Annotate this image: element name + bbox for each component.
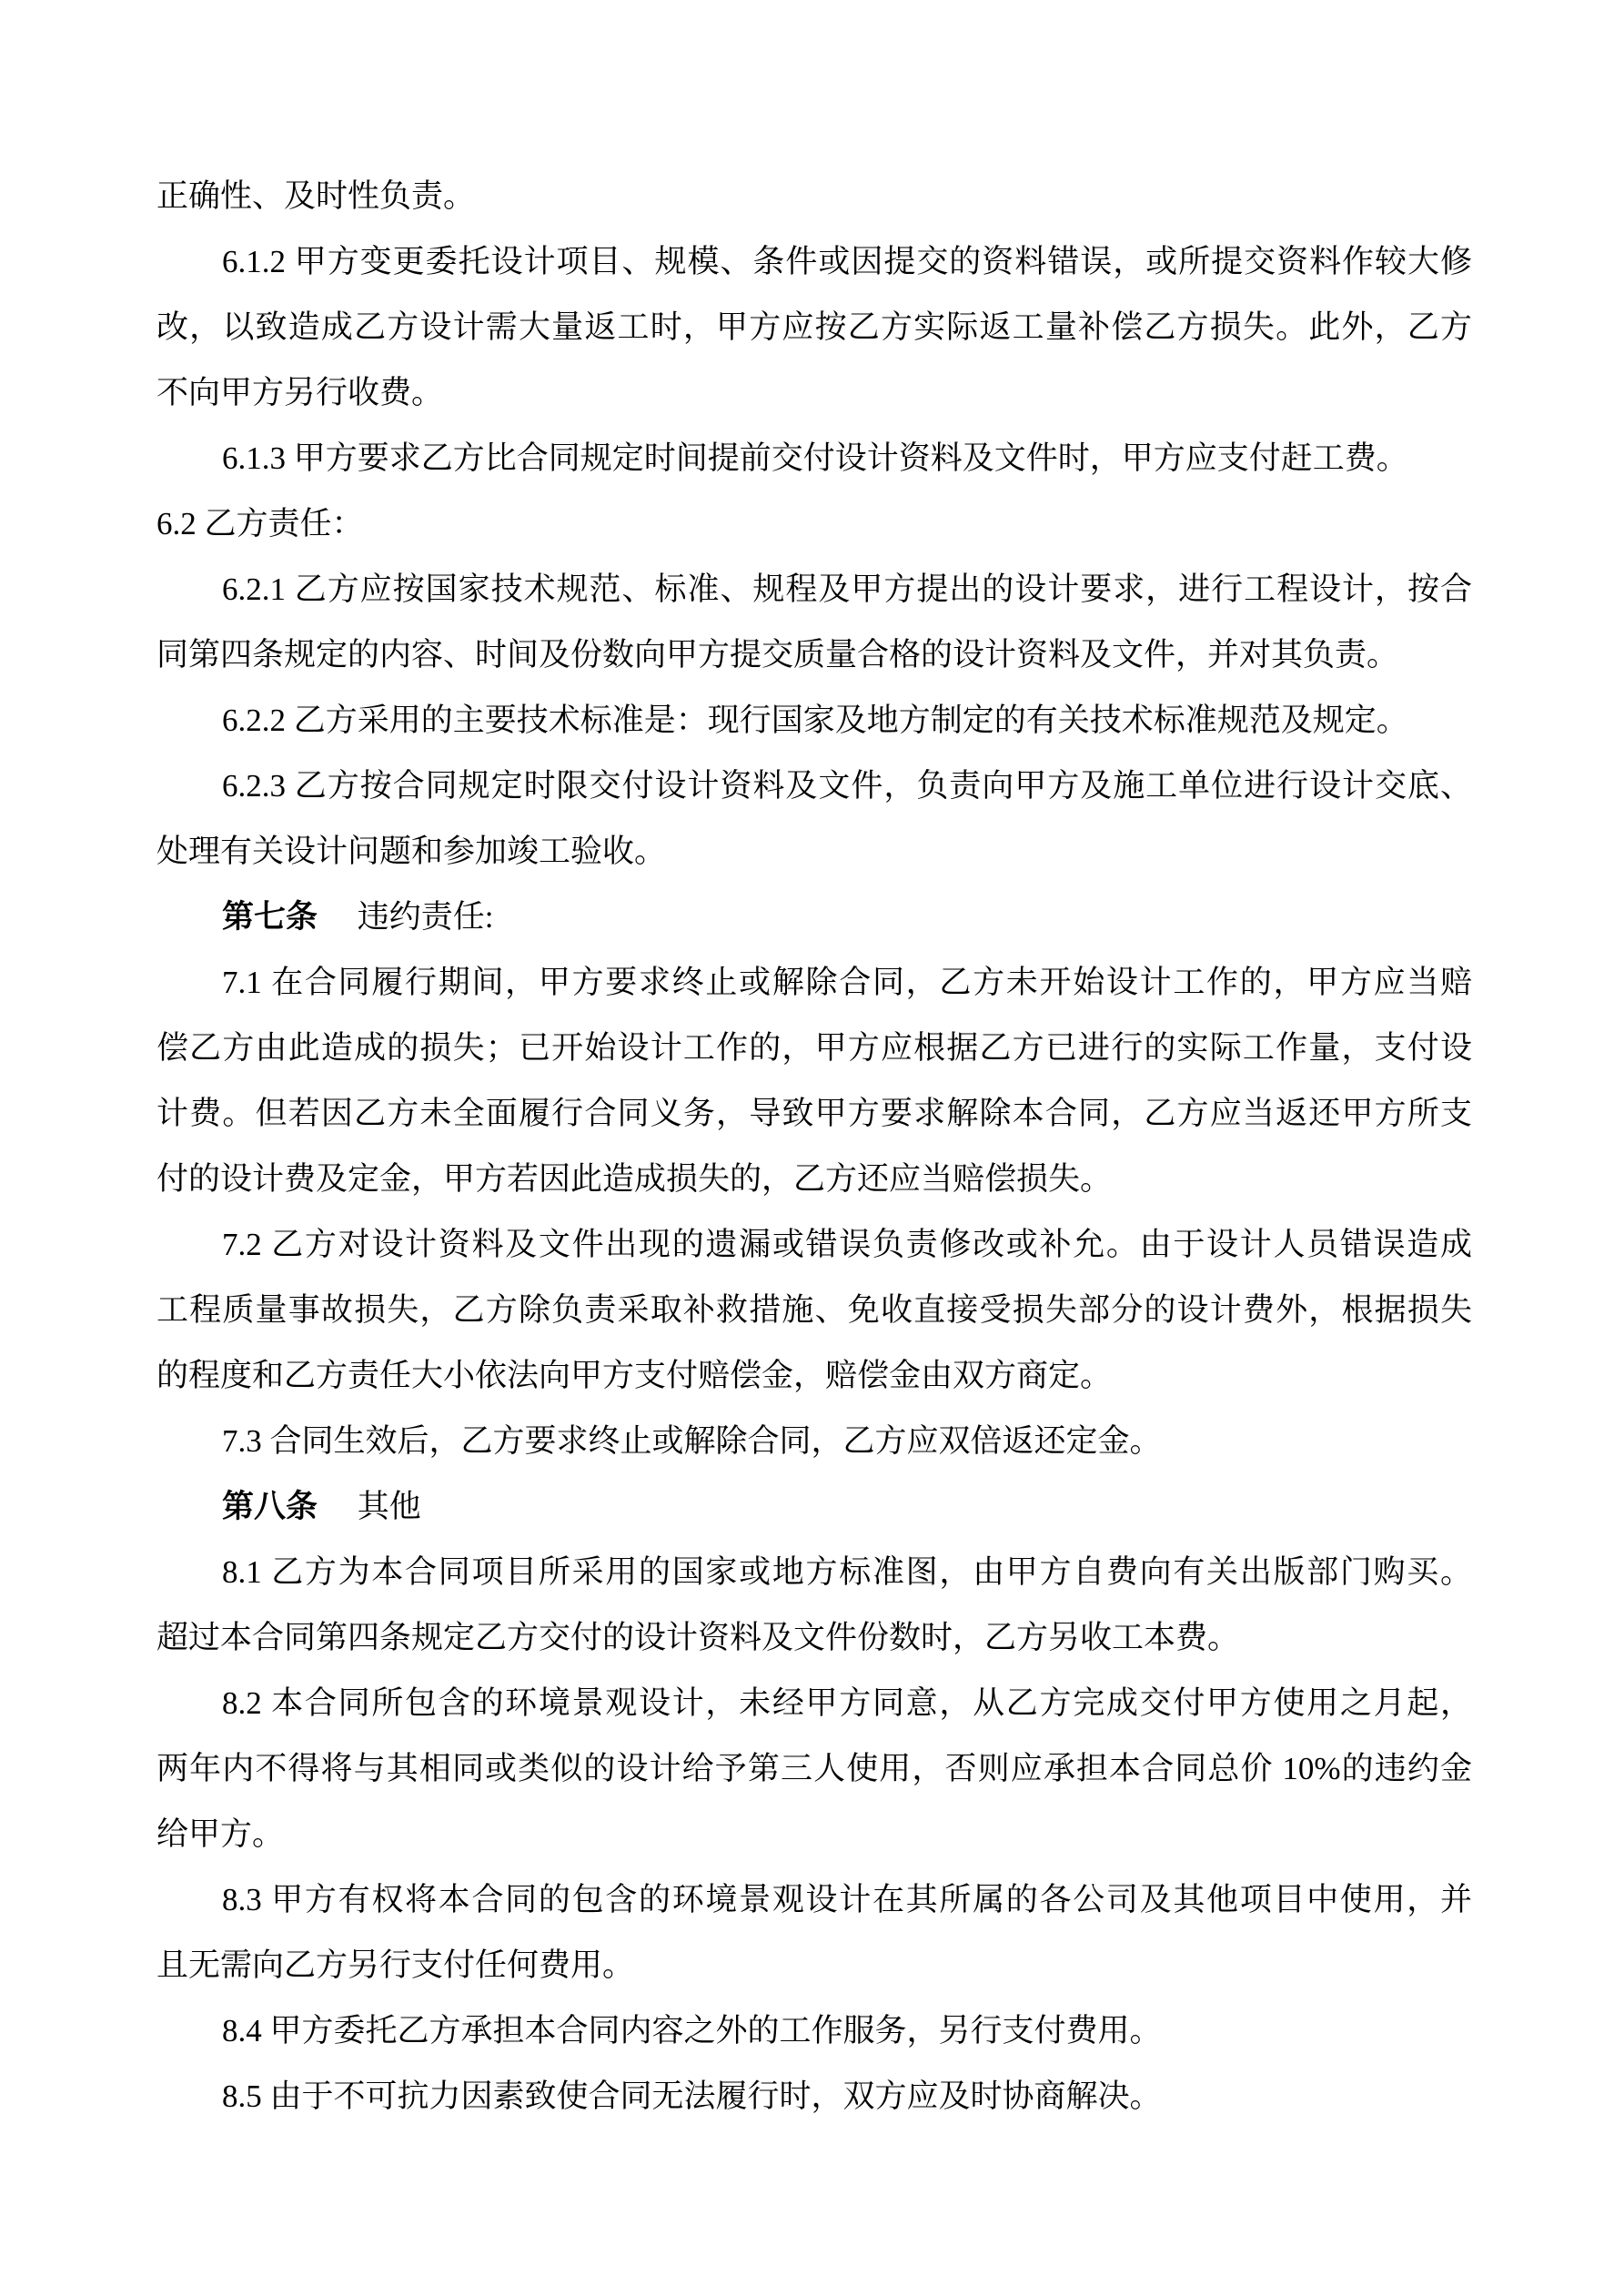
- text-line: [156, 1147, 1472, 1212]
- text-segment: 其他: [318, 1489, 421, 1524]
- text-segment: 付的设计费及定金，甲方若因此造成损失的，乙方还应当赔偿损失。: [156, 1161, 1113, 1197]
- text-segment: 违约责任:: [318, 899, 494, 935]
- text-segment: 6.1.2 甲方变更委托设计项目、规模、条件或因提交的资料错误，或所提交资料作较大修: [222, 244, 1472, 279]
- text-segment: 改，以致造成乙方设计需大量返工时，甲方应按乙方实际返工量补偿乙方损失。此外，乙方: [156, 309, 1472, 345]
- text-line: [156, 360, 1472, 426]
- text-segment: 8.5 由于不可抗力因素致使合同无法履行时，双方应及时协商解决。: [222, 2079, 1162, 2114]
- clause-heading-label: 第八条: [222, 1489, 318, 1524]
- text-line: [156, 229, 1472, 295]
- text-line: [156, 164, 1472, 229]
- text-segment: 8.1 乙方为本合同项目所采用的国家或地方标准图，由甲方自费向有关出版部门购买。: [222, 1554, 1472, 1590]
- text-line: [156, 885, 1472, 950]
- text-line: [156, 1605, 1472, 1671]
- text-segment: 工程质量事故损失，乙方除负责采取补救措施、免收直接受损失部分的设计费外，根据损失: [156, 1292, 1472, 1328]
- contract-body-text: [156, 164, 1472, 2129]
- text-line: [156, 950, 1472, 1016]
- text-line: [156, 295, 1472, 360]
- text-segment: 计费。但若因乙方未全面履行合同义务，导致甲方要求解除本合同，乙方应当返还甲方所支: [156, 1096, 1472, 1131]
- text-segment: 同第四条规定的内容、时间及份数向甲方提交质量合格的设计资料及文件，并对其负责。: [156, 637, 1399, 673]
- text-segment: 6.2.1 乙方应按国家技术规范、标准、规程及甲方提出的设计要求，进行工程设计，按合: [222, 571, 1472, 607]
- text-segment: 8.2 本合同所包含的环境景观设计，未经甲方同意，从乙方完成交付甲方使用之月起，: [222, 1685, 1472, 1721]
- text-line: [156, 1278, 1472, 1343]
- text-line: [156, 1343, 1472, 1409]
- text-segment: 偿乙方由此造成的损失；已开始设计工作的，甲方应根据乙方已进行的实际工作量，支付设: [156, 1030, 1472, 1066]
- text-segment: 6.1.3 甲方要求乙方比合同规定时间提前交付设计资料及文件时，甲方应支付赶工费。: [222, 440, 1408, 476]
- text-line: [156, 2064, 1472, 2129]
- text-line: [156, 1736, 1472, 1802]
- text-line: [156, 1867, 1472, 1933]
- text-segment: 且无需向乙方另行支付任何费用。: [156, 1947, 635, 1983]
- text-line: [156, 1671, 1472, 1736]
- text-line: [156, 1933, 1472, 1998]
- text-line: [156, 557, 1472, 622]
- text-line: [156, 491, 1472, 557]
- text-segment: 的程度和乙方责任大小依法向甲方支付赔偿金，赔偿金由双方商定。: [156, 1358, 1113, 1393]
- text-line: [156, 622, 1472, 688]
- text-segment: 7.1 在合同履行期间，甲方要求终止或解除合同，乙方未开始设计工作的，甲方应当赔: [222, 965, 1472, 1000]
- text-line: [156, 426, 1472, 491]
- text-line: [156, 1016, 1472, 1081]
- text-line: [156, 754, 1472, 819]
- clause-heading-label: 第七条: [222, 899, 318, 935]
- text-line: [156, 1540, 1472, 1605]
- text-segment: 处理有关设计问题和参加竣工验收。: [156, 834, 667, 869]
- text-segment: 两年内不得将与其相同或类似的设计给予第三人使用，否则应承担本合同总价 10%的违约金: [156, 1751, 1472, 1786]
- text-segment: 超过本合同第四条规定乙方交付的设计资料及文件份数时，乙方另收工本费。: [156, 1620, 1240, 1655]
- text-line: [156, 688, 1472, 754]
- text-line: [156, 1474, 1472, 1540]
- text-segment: 7.2 乙方对设计资料及文件出现的遗漏或错误负责修改或补允。由于设计人员错误造成: [222, 1227, 1472, 1262]
- text-segment: 6.2.3 乙方按合同规定时限交付设计资料及文件，负责向甲方及施工单位进行设计交底、: [222, 768, 1472, 804]
- text-line: [156, 1998, 1472, 2064]
- text-segment: 8.3 甲方有权将本合同的包含的环境景观设计在其所属的各公司及其他项目中使用，并: [222, 1882, 1472, 1917]
- text-segment: 8.4 甲方委托乙方承担本合同内容之外的工作服务，另行支付费用。: [222, 2013, 1162, 2048]
- text-line: [156, 1409, 1472, 1474]
- text-segment: 不向甲方另行收费。: [156, 375, 444, 410]
- text-line: [156, 1081, 1472, 1147]
- text-line: [156, 1802, 1472, 1867]
- text-segment: 6.2.2 乙方采用的主要技术标准是：现行国家及地方制定的有关技术标准规范及规定。: [222, 703, 1408, 738]
- text-segment: 正确性、及时性负责。: [156, 178, 476, 214]
- text-line: [156, 819, 1472, 885]
- text-segment: 6.2 乙方责任：: [156, 506, 364, 541]
- text-segment: 7.3 合同生效后，乙方要求终止或解除合同，乙方应双倍返还定金。: [222, 1423, 1162, 1459]
- text-segment: 给甲方。: [156, 1816, 285, 1852]
- text-line: [156, 1212, 1472, 1278]
